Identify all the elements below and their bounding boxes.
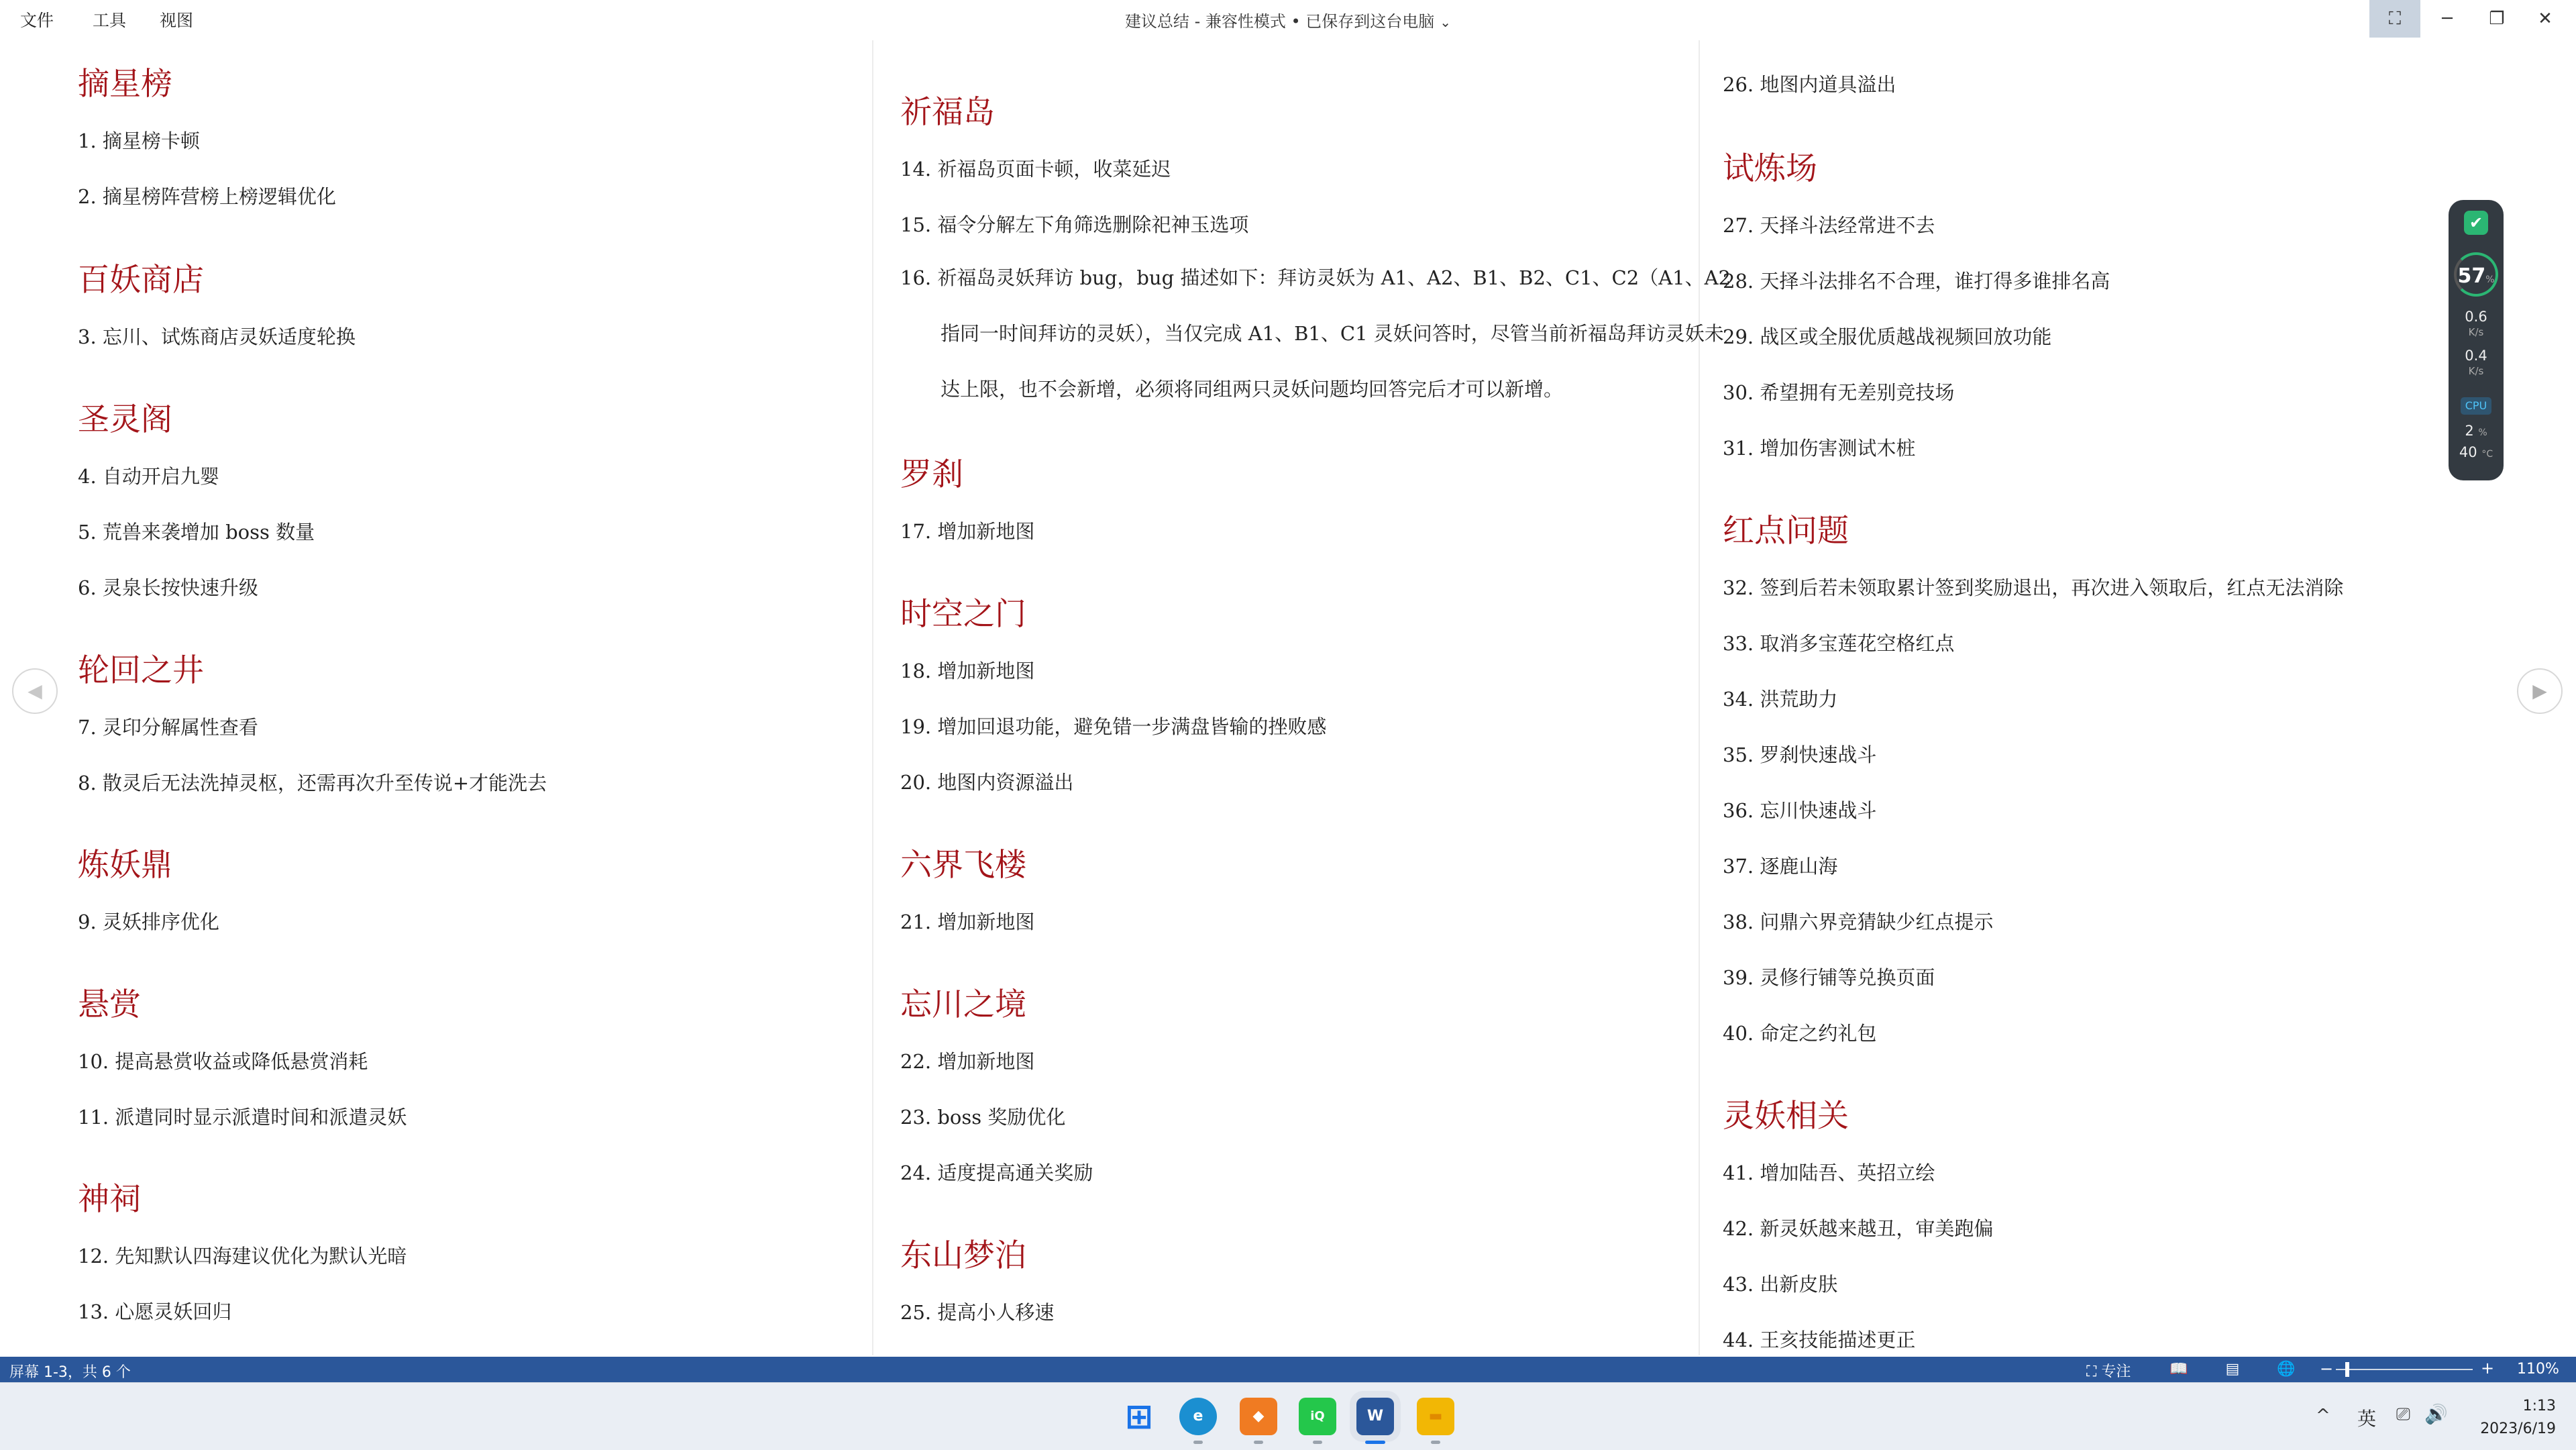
cpu-temperature: 40 °C	[2459, 444, 2493, 460]
page-column-2	[877, 40, 1731, 1355]
maximize-button[interactable]: ❐	[2489, 9, 2505, 29]
list-item: 27. 天择斗法经常进不去	[1723, 214, 1935, 237]
list-item: 16. 祈福岛灵妖拜访 bug，bug 描述如下：拜访灵妖为 A1、A2、B1、B2、C1、C2（A1、A2 指同一时间拜访的灵妖），当仅完成 A1、B1、C1 灵妖问答时，尽管当前祈福岛拜访灵妖未达上限，也不会新增，必须将同组两只灵妖问题均回答完后才可以新增。	[900, 266, 1731, 401]
section-heading: 悬赏	[78, 986, 141, 1023]
list-item: 28. 天择斗法排名不合理，谁打得多谁排名高	[1723, 270, 2110, 293]
list-item: 36. 忘川快速战斗	[1723, 799, 1877, 822]
taskbar	[0, 1382, 2576, 1450]
running-indicator	[1313, 1441, 1322, 1444]
cpu-label: CPU	[2461, 397, 2491, 415]
list-item: 43. 出新皮肤	[1723, 1273, 1838, 1296]
document-title[interactable]	[0, 8, 2576, 32]
iqiyi-icon[interactable]: iQ	[1299, 1398, 1336, 1435]
list-item: 1. 摘星榜卡顿	[78, 130, 200, 152]
list-item: 15. 福令分解左下角筛选删除祀神玉选项	[900, 213, 1249, 236]
section-heading: 红点问题	[1723, 513, 1849, 550]
chevron-down-icon[interactable]: ⌄	[1440, 14, 1452, 30]
zoom-slider[interactable]	[2336, 1369, 2473, 1370]
list-item: 20. 地图内资源溢出	[900, 771, 1074, 794]
list-item: 30. 希望拥有无差别竞技场	[1723, 381, 1955, 404]
network-icon[interactable]: ⎚	[2396, 1404, 2410, 1425]
edge-icon[interactable]: e	[1179, 1398, 1217, 1435]
list-item: 6. 灵泉长按快速升级	[78, 576, 258, 599]
list-item: 5. 荒兽来袭增加 boss 数量	[78, 521, 315, 543]
upload-unit: K/s	[2468, 326, 2484, 338]
minimize-button[interactable]: ─	[2442, 9, 2453, 29]
zoom-in-button[interactable]: +	[2481, 1359, 2495, 1378]
list-item: 44. 王亥技能描述更正	[1723, 1329, 1916, 1351]
file-explorer-icon[interactable]: ▬	[1417, 1398, 1454, 1435]
list-item: 29. 战区或全服优质越战视频回放功能	[1723, 325, 2052, 348]
chevron-up-icon[interactable]: ^	[2316, 1406, 2330, 1426]
list-item: 42. 新灵妖越来越丑，审美跑偏	[1723, 1217, 1994, 1240]
input-method-indicator[interactable]: 英	[2357, 1408, 2377, 1430]
list-item: 17. 增加新地图	[900, 520, 1035, 543]
list-item: 3. 忘川、试炼商店灵妖适度轮换	[78, 325, 356, 348]
list-item: 4. 自动开启九婴	[78, 465, 219, 488]
close-button[interactable]: ✕	[2538, 9, 2553, 29]
word-icon[interactable]: W	[1356, 1398, 1394, 1435]
list-item: 7. 灵印分解属性查看	[78, 716, 258, 739]
section-heading: 试炼场	[1723, 150, 1817, 187]
section-heading: 轮回之井	[78, 652, 204, 689]
menu-file[interactable]: 文件	[20, 11, 54, 30]
system-monitor-widget[interactable]	[2449, 200, 2504, 480]
volume-icon[interactable]: 🔊	[2424, 1403, 2448, 1425]
section-heading: 炼妖鼎	[78, 847, 172, 884]
focus-mode-icon[interactable]: ⛶	[2369, 0, 2420, 38]
section-heading: 时空之门	[900, 596, 1026, 633]
list-item: 13. 心愿灵妖回归	[78, 1300, 232, 1323]
list-item: 22. 增加新地图	[900, 1050, 1035, 1073]
list-item: 24. 适度提高通关奖励	[900, 1161, 1093, 1184]
list-item: 31. 增加伤害测试木桩	[1723, 437, 1916, 460]
section-heading: 灵妖相关	[1723, 1098, 1849, 1135]
list-item: 12. 先知默认四海建议优化为默认光暗	[78, 1245, 407, 1267]
orange-app-icon[interactable]: ◆	[1240, 1398, 1277, 1435]
section-heading: 忘川之境	[900, 986, 1026, 1023]
web-layout-icon[interactable]: 🌐	[2277, 1361, 2296, 1378]
menu-view[interactable]: 视图	[160, 11, 194, 30]
shield-check-icon[interactable]: ✔	[2464, 211, 2488, 235]
active-indicator	[1365, 1441, 1385, 1444]
focus-icon: ⛶	[2086, 1363, 2097, 1380]
section-heading: 百妖商店	[78, 262, 204, 299]
list-item: 39. 灵修行铺等兑换页面	[1723, 966, 1935, 989]
next-page-button[interactable]: ▶	[2517, 668, 2563, 714]
list-item: 37. 逐鹿山海	[1723, 855, 1838, 878]
read-mode-icon[interactable]: 📖	[2169, 1361, 2188, 1378]
clock-time[interactable]: 1:13	[2522, 1398, 2556, 1414]
list-item: 9. 灵妖排序优化	[78, 911, 219, 933]
list-item: 8. 散灵后无法洗掉灵枢，还需再次升至传说+才能洗去	[78, 772, 547, 794]
section-heading: 祈福岛	[900, 94, 995, 131]
start-icon[interactable]: ⊞	[1125, 1397, 1153, 1436]
running-indicator	[1193, 1441, 1203, 1444]
running-indicator	[1431, 1441, 1440, 1444]
list-item: 41. 增加陆吾、英招立绘	[1723, 1161, 1935, 1184]
list-item: 2. 摘星榜阵营榜上榜逻辑优化	[78, 185, 336, 208]
zoom-level[interactable]: 110%	[2517, 1361, 2559, 1378]
focus-mode-button[interactable]	[2086, 1360, 2131, 1381]
section-heading: 摘星榜	[78, 66, 172, 103]
title-bar	[0, 0, 2576, 40]
previous-page-button[interactable]: ◀	[12, 668, 58, 714]
cpu-load: 2 %	[2465, 423, 2487, 439]
list-item: 25. 提高小人移速	[900, 1301, 1055, 1324]
list-item: 19. 增加回退功能，避免错一步满盘皆输的挫败感	[900, 715, 1327, 738]
menu-tools[interactable]: 工具	[93, 11, 127, 30]
page-column-1	[0, 40, 873, 1355]
clock-date[interactable]: 2023/6/19	[2480, 1420, 2556, 1437]
zoom-out-button[interactable]: −	[2320, 1359, 2334, 1378]
list-item: 40. 命定之约礼包	[1723, 1022, 1877, 1045]
focus-label: 专注	[2101, 1363, 2131, 1380]
list-item: 32. 签到后若未领取累计签到奖励退出，再次进入领取后，红点无法消除	[1723, 576, 2344, 599]
cpu-usage-value: 57%	[2457, 264, 2495, 288]
print-layout-icon[interactable]: ▤	[2225, 1361, 2240, 1378]
section-heading: 圣灵阁	[78, 401, 172, 438]
running-indicator	[1254, 1441, 1263, 1444]
status-bar	[0, 1357, 2576, 1382]
list-item: 35. 罗刹快速战斗	[1723, 743, 1877, 766]
list-item: 33. 取消多宝莲花空格红点	[1723, 632, 1955, 655]
download-unit: K/s	[2468, 365, 2484, 377]
list-item: 23. boss 奖励优化	[900, 1106, 1066, 1129]
screen-indicator[interactable]: 屏幕 1-3，共 6 个	[9, 1364, 131, 1381]
list-item: 11. 派遣同时显示派遣时间和派遣灵妖	[78, 1106, 407, 1129]
section-heading: 神祠	[78, 1181, 141, 1218]
document-title-text: 建议总结 - 兼容性模式 • 已保存到这台电脑	[1124, 12, 1435, 31]
list-item: 18. 增加新地图	[900, 660, 1035, 682]
list-item: 10. 提高悬赏收益或降低悬赏消耗	[78, 1050, 368, 1073]
section-heading: 六界飞楼	[900, 847, 1026, 884]
section-heading: 罗刹	[900, 456, 963, 493]
list-item: 38. 问鼎六界竞猜缺少红点提示	[1723, 911, 1994, 933]
zoom-slider-thumb[interactable]	[2345, 1362, 2349, 1377]
download-speed: 0.4	[2465, 348, 2487, 364]
list-item: 26. 地图内道具溢出	[1723, 73, 1896, 96]
list-item: 34. 洪荒助力	[1723, 688, 1838, 711]
list-item: 21. 增加新地图	[900, 911, 1035, 933]
page-column-3	[1704, 40, 2576, 1355]
section-heading: 东山梦泊	[900, 1237, 1026, 1274]
list-item: 14. 祈福岛页面卡顿，收菜延迟	[900, 158, 1171, 180]
upload-speed: 0.6	[2465, 309, 2487, 325]
